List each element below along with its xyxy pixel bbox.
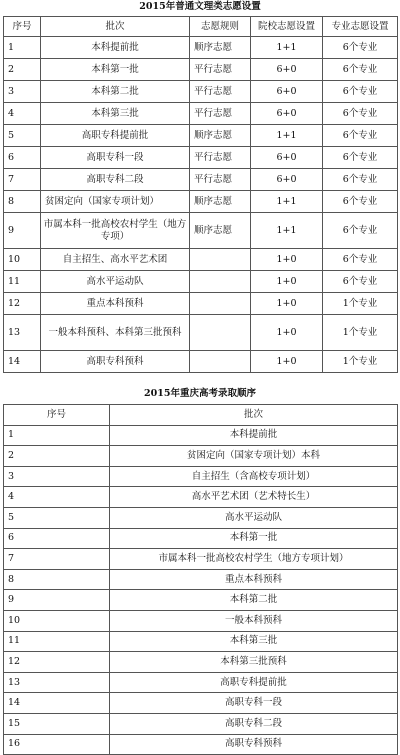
batch-cell: 高职专科二段 bbox=[110, 713, 398, 734]
major-setting-cell: 1个专业 bbox=[323, 315, 398, 351]
batch-cell: 高水平艺术团（艺术特长生） bbox=[110, 487, 398, 508]
header-cell: 院校志愿设置 bbox=[251, 17, 323, 37]
batch-cell: 本科第二批 bbox=[110, 590, 398, 611]
order-cell: 16 bbox=[4, 734, 110, 755]
major-setting-cell: 6个专业 bbox=[323, 147, 398, 169]
rule-cell: 平行志愿 bbox=[190, 59, 251, 81]
major-setting-cell: 1个专业 bbox=[323, 293, 398, 315]
order-cell: 9 bbox=[4, 590, 110, 611]
batch-cell: 市属本科一批高校农村学生（地方专项计划） bbox=[110, 549, 398, 570]
batch-cell: 自主招生（含高校专项计划） bbox=[110, 466, 398, 487]
college-setting-cell: 6+0 bbox=[251, 169, 323, 191]
table-row bbox=[4, 734, 398, 755]
table-row bbox=[4, 672, 398, 693]
table-row bbox=[4, 125, 398, 147]
header-cell: 志愿规则 bbox=[190, 17, 251, 37]
table-row bbox=[4, 693, 398, 714]
table2-title: 2015年重庆高考录取顺序 bbox=[144, 388, 256, 399]
major-setting-cell: 6个专业 bbox=[323, 249, 398, 271]
major-setting-cell: 6个专业 bbox=[323, 271, 398, 293]
order-cell: 2 bbox=[4, 446, 110, 467]
college-setting-cell: 6+0 bbox=[251, 147, 323, 169]
major-setting-cell: 6个专业 bbox=[323, 169, 398, 191]
table-row bbox=[4, 446, 398, 467]
table-row bbox=[4, 610, 398, 631]
table-row bbox=[4, 631, 398, 652]
college-setting-cell: 6+0 bbox=[251, 59, 323, 81]
table-row bbox=[4, 249, 398, 271]
index-cell: 1 bbox=[4, 37, 41, 59]
batch-cell: 本科提前批 bbox=[41, 37, 190, 59]
table-row bbox=[4, 147, 398, 169]
order-cell: 7 bbox=[4, 549, 110, 570]
rule-cell bbox=[190, 293, 251, 315]
index-cell: 10 bbox=[4, 249, 41, 271]
batch-cell: 高水平运动队 bbox=[41, 271, 190, 293]
college-setting-cell: 1+0 bbox=[251, 271, 323, 293]
header-cell: 批次 bbox=[110, 405, 398, 426]
table1-header-row bbox=[4, 17, 398, 37]
rule-cell bbox=[190, 249, 251, 271]
order-cell: 12 bbox=[4, 652, 110, 673]
batch-cell: 本科第三批 bbox=[41, 103, 190, 125]
batch-cell: 高职专科预科 bbox=[110, 734, 398, 755]
order-cell: 5 bbox=[4, 507, 110, 528]
rule-cell: 平行志愿 bbox=[190, 147, 251, 169]
rule-cell: 顺序志愿 bbox=[190, 37, 251, 59]
rule-cell: 平行志愿 bbox=[190, 81, 251, 103]
order-cell: 11 bbox=[4, 631, 110, 652]
major-setting-cell: 1个专业 bbox=[323, 351, 398, 373]
table-row bbox=[4, 652, 398, 673]
order-cell: 10 bbox=[4, 610, 110, 631]
college-setting-cell: 1+1 bbox=[251, 213, 323, 249]
table-row bbox=[4, 569, 398, 590]
index-cell: 13 bbox=[4, 315, 41, 351]
index-cell: 5 bbox=[4, 125, 41, 147]
table-row bbox=[4, 169, 398, 191]
table-row bbox=[4, 590, 398, 611]
batch-cell: 高水平运动队 bbox=[110, 507, 398, 528]
batch-cell: 一般本科预科 bbox=[110, 610, 398, 631]
volunteer-settings-table bbox=[3, 16, 398, 373]
table-row bbox=[4, 103, 398, 125]
table-row bbox=[4, 191, 398, 213]
batch-cell: 本科第三批 bbox=[110, 631, 398, 652]
major-setting-cell: 6个专业 bbox=[323, 103, 398, 125]
batch-cell: 一般本科预科、本科第三批预科 bbox=[41, 315, 190, 351]
table-row bbox=[4, 293, 398, 315]
index-cell: 2 bbox=[4, 59, 41, 81]
table-row bbox=[4, 507, 398, 528]
index-cell: 3 bbox=[4, 81, 41, 103]
batch-cell: 高职专科提前批 bbox=[41, 125, 190, 147]
table-row bbox=[4, 213, 398, 249]
college-setting-cell: 6+0 bbox=[251, 81, 323, 103]
rule-cell bbox=[190, 315, 251, 351]
header-cell: 序号 bbox=[4, 17, 41, 37]
order-cell: 13 bbox=[4, 672, 110, 693]
college-setting-cell: 1+1 bbox=[251, 191, 323, 213]
college-setting-cell: 6+0 bbox=[251, 103, 323, 125]
rule-cell bbox=[190, 351, 251, 373]
order-cell: 6 bbox=[4, 528, 110, 549]
table-row bbox=[4, 713, 398, 734]
index-cell: 11 bbox=[4, 271, 41, 293]
college-setting-cell: 1+1 bbox=[251, 37, 323, 59]
batch-cell: 本科第一批 bbox=[41, 59, 190, 81]
batch-cell: 高职专科二段 bbox=[41, 169, 190, 191]
header-cell: 批次 bbox=[41, 17, 190, 37]
table-row bbox=[4, 528, 398, 549]
index-cell: 12 bbox=[4, 293, 41, 315]
batch-cell: 高职专科提前批 bbox=[110, 672, 398, 693]
table-row bbox=[4, 351, 398, 373]
rule-cell bbox=[190, 271, 251, 293]
table1-title: 2015年普通文理类志愿设置 bbox=[139, 1, 261, 12]
batch-cell: 自主招生、高水平艺术团 bbox=[41, 249, 190, 271]
table-row bbox=[4, 425, 398, 446]
batch-cell: 重点本科预科 bbox=[41, 293, 190, 315]
order-cell: 4 bbox=[4, 487, 110, 508]
batch-cell: 市属本科一批高校农村学生（地方专项） bbox=[41, 213, 190, 249]
order-cell: 3 bbox=[4, 466, 110, 487]
batch-cell: 重点本科预科 bbox=[110, 569, 398, 590]
order-cell: 1 bbox=[4, 425, 110, 446]
college-setting-cell: 1+0 bbox=[251, 293, 323, 315]
batch-cell: 本科提前批 bbox=[110, 425, 398, 446]
header-cell: 专业志愿设置 bbox=[323, 17, 398, 37]
batch-cell: 贫困定向（国家专项计划）本科 bbox=[110, 446, 398, 467]
major-setting-cell: 6个专业 bbox=[323, 37, 398, 59]
batch-cell: 高职专科预科 bbox=[41, 351, 190, 373]
order-cell: 14 bbox=[4, 693, 110, 714]
admission-order-table bbox=[3, 404, 398, 755]
table-row bbox=[4, 81, 398, 103]
college-setting-cell: 1+1 bbox=[251, 125, 323, 147]
rule-cell: 顺序志愿 bbox=[190, 213, 251, 249]
table-row bbox=[4, 315, 398, 351]
major-setting-cell: 6个专业 bbox=[323, 125, 398, 147]
header-cell: 序号 bbox=[4, 405, 110, 426]
major-setting-cell: 6个专业 bbox=[323, 213, 398, 249]
index-cell: 9 bbox=[4, 213, 41, 249]
college-setting-cell: 1+0 bbox=[251, 315, 323, 351]
batch-cell: 高职专科一段 bbox=[41, 147, 190, 169]
rule-cell: 平行志愿 bbox=[190, 103, 251, 125]
table2-header-row bbox=[4, 405, 398, 426]
index-cell: 14 bbox=[4, 351, 41, 373]
table-row bbox=[4, 487, 398, 508]
index-cell: 8 bbox=[4, 191, 41, 213]
index-cell: 6 bbox=[4, 147, 41, 169]
table-row bbox=[4, 549, 398, 570]
index-cell: 4 bbox=[4, 103, 41, 125]
major-setting-cell: 6个专业 bbox=[323, 59, 398, 81]
college-setting-cell: 1+0 bbox=[251, 249, 323, 271]
table-row bbox=[4, 271, 398, 293]
rule-cell: 顺序志愿 bbox=[190, 191, 251, 213]
major-setting-cell: 6个专业 bbox=[323, 191, 398, 213]
batch-cell: 本科第三批预科 bbox=[110, 652, 398, 673]
order-cell: 8 bbox=[4, 569, 110, 590]
rule-cell: 平行志愿 bbox=[190, 169, 251, 191]
table-row bbox=[4, 466, 398, 487]
batch-cell: 高职专科一段 bbox=[110, 693, 398, 714]
batch-cell: 本科第一批 bbox=[110, 528, 398, 549]
college-setting-cell: 1+0 bbox=[251, 351, 323, 373]
index-cell: 7 bbox=[4, 169, 41, 191]
batch-cell: 贫困定向（国家专项计划） bbox=[41, 191, 190, 213]
major-setting-cell: 6个专业 bbox=[323, 81, 398, 103]
rule-cell: 顺序志愿 bbox=[190, 125, 251, 147]
table-row bbox=[4, 59, 398, 81]
batch-cell: 本科第二批 bbox=[41, 81, 190, 103]
table-row bbox=[4, 37, 398, 59]
order-cell: 15 bbox=[4, 713, 110, 734]
